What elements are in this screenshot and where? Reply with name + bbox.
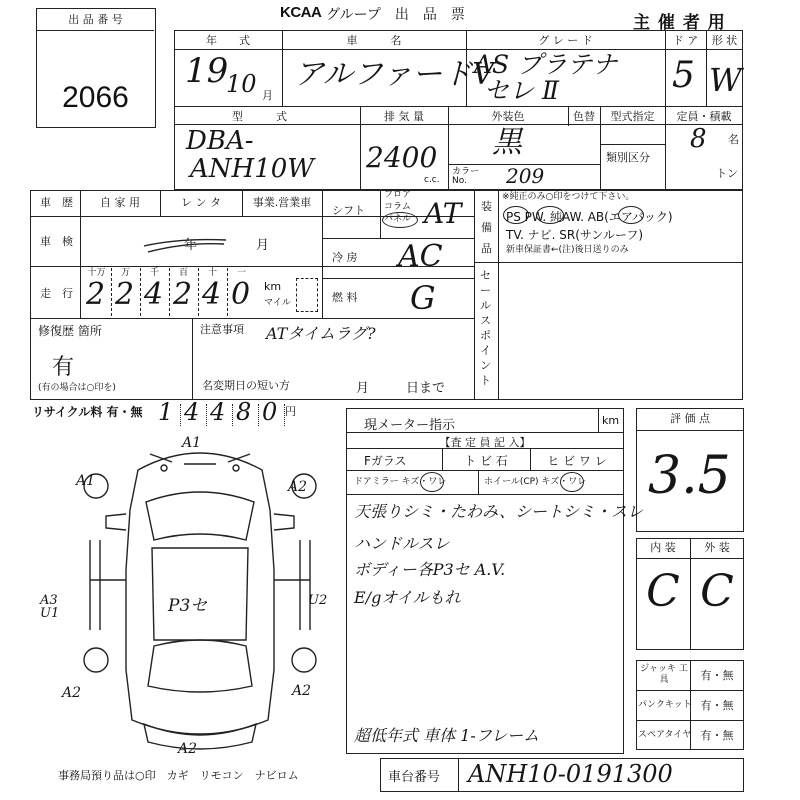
- inspection-note-4: E/gオイルもれ: [354, 588, 461, 607]
- name-label: 車 名: [346, 34, 402, 47]
- exterior-value: C: [700, 566, 734, 617]
- deadline-month: 月: [356, 381, 370, 396]
- spare-option[interactable]: 有・無: [700, 729, 734, 742]
- chassis-label: 車台番号: [388, 770, 441, 785]
- mileage-unit-box: [296, 278, 318, 312]
- inspection-year-unit: 年: [184, 238, 198, 253]
- mileage-unit-label: 百: [178, 268, 188, 278]
- doors-label: ド ア: [672, 34, 699, 47]
- mileage-unit-label: 一: [236, 268, 246, 278]
- jack-label: ジャッキ 工 具: [640, 664, 697, 685]
- recycle-digit-divider: [180, 404, 181, 426]
- mirror-label: ドアミラー キズ・ワレ: [354, 477, 447, 487]
- recycle-digit: 4: [184, 398, 200, 426]
- recycle-digit-divider: [258, 404, 259, 426]
- mile-label: マイル: [264, 298, 291, 308]
- grade-label: グ レ ー ド: [538, 34, 593, 47]
- caution-label: 注意事項: [200, 323, 244, 336]
- shift-value: AT: [424, 197, 462, 230]
- inspection-note-3: ボディー各P3セ A.V.: [354, 560, 506, 579]
- chassis-value: ANH10-0191300: [468, 760, 673, 788]
- mileage-digit-divider: [198, 268, 199, 316]
- color-code-label: カラー No.: [452, 167, 480, 186]
- score-value: 3.5: [648, 446, 731, 506]
- mileage-digit-divider: [111, 268, 112, 316]
- equipment-label: 装 備 品: [481, 200, 492, 255]
- year-value: 19: [185, 51, 229, 91]
- ac-value: AC: [398, 239, 443, 274]
- inspection-bottom-note: 超低年式 車体 1-フレーム: [354, 726, 540, 745]
- mileage-digit-divider: [227, 268, 228, 316]
- deadline-day: 日まで: [406, 381, 446, 396]
- appraiser-header: 【査 定 員 記 入】: [439, 436, 531, 449]
- sales-point-label: セールスポイント: [480, 269, 491, 387]
- shape-value: W: [709, 61, 742, 99]
- score-label: 評 価 点: [670, 412, 710, 425]
- inspection-note-1: 天張りシミ・たわみ、シートシミ・スレ: [354, 502, 643, 521]
- ps-circle: [503, 206, 529, 224]
- mileage-digit: 2: [115, 277, 135, 312]
- jack-option[interactable]: 有・無: [700, 669, 734, 682]
- capacity-unit-1: 名: [728, 133, 739, 146]
- equipment-line-3: 新車保証書←(注)後日送りのみ: [506, 245, 629, 255]
- logo: KCAA: [280, 4, 322, 21]
- diagram-mark-front-left: A1: [76, 473, 96, 489]
- mileage-unit-label: 十万: [87, 268, 106, 278]
- recycle-digit: 0: [262, 398, 278, 426]
- capacity-label: 定員・積載: [676, 110, 732, 123]
- wheel-scratch-circle: [560, 472, 584, 492]
- color-change-label: 色替: [573, 110, 595, 123]
- caution-value: ATタイムラグ?: [266, 324, 376, 343]
- repair-label: 修復歴 箇所: [38, 324, 102, 338]
- equipment-note: ※純正のみ○印をつけて下さい。: [502, 192, 635, 202]
- type-designation-label: 型式指定: [610, 110, 655, 123]
- pw-circle: [536, 206, 564, 224]
- year-label: 年 式: [206, 34, 250, 47]
- mileage-digit-divider: [169, 268, 170, 316]
- equipment-line-2: TV. ナビ. SR(サンルーフ): [506, 228, 644, 242]
- mileage-digit: 4: [144, 277, 164, 312]
- recycle-label: リサイクル料 有・無: [32, 405, 143, 419]
- diagram-mark-rear-left: A2: [62, 685, 82, 701]
- deadline-label: 名変期日の短い方: [202, 379, 290, 392]
- grade-value-1: AS プラテナ: [474, 50, 618, 79]
- diagram-mark-left-side: A3 U1: [40, 593, 60, 621]
- interior-label: 内 装: [650, 541, 676, 554]
- history-option-business[interactable]: 事業.営業車: [252, 196, 312, 209]
- displacement-label: 排 気 量: [384, 110, 424, 123]
- history-option-private[interactable]: 自 家 用: [100, 196, 140, 209]
- recycle-digit: 1: [158, 398, 174, 426]
- month-unit: 月: [262, 89, 273, 102]
- fuel-value: G: [410, 279, 436, 317]
- recycle-digit: 4: [210, 398, 226, 426]
- recycle-digit: 8: [236, 398, 252, 426]
- model-value-2: ANH10W: [190, 154, 315, 184]
- model-value-1: DBA-: [186, 126, 254, 156]
- form-title: グループ 出 品 票: [326, 7, 465, 23]
- office-note: 事務局預り品は○印 カギ リモコン ナビロム: [58, 769, 299, 782]
- mileage-label: 走 行: [40, 287, 73, 300]
- history-option-rental[interactable]: レ ン タ: [181, 196, 221, 209]
- color-code-value: 209: [506, 164, 545, 188]
- classification-label: 類別区分: [606, 151, 650, 164]
- ab-circle: [618, 206, 644, 224]
- doors-value: 5: [672, 55, 695, 96]
- shift-option-column[interactable]: コラム: [384, 202, 411, 212]
- mirror-scratch-circle: [420, 472, 444, 492]
- mileage-digit: 2: [173, 277, 193, 312]
- shape-label: 形 状: [711, 34, 738, 47]
- diagram-mark-top: A1: [182, 435, 202, 451]
- puncture-option[interactable]: 有・無: [700, 699, 734, 712]
- shift-selected-circle: [382, 212, 418, 228]
- inspection-label: 車 検: [40, 235, 73, 248]
- diagram-mark-bottom: A2: [178, 741, 198, 757]
- exterior-label: 外 装: [704, 541, 730, 554]
- mileage-digit-divider: [140, 268, 141, 316]
- repair-note: (有の場合は○印を): [38, 383, 116, 393]
- mileage-digit: 0: [231, 277, 251, 312]
- meter-label: 現メーター指示: [364, 418, 456, 433]
- recycle-digit-divider: [206, 404, 207, 426]
- inspection-month-unit: 月: [256, 238, 270, 253]
- capacity-unit-2: トン: [716, 167, 738, 180]
- mileage-unit-label: 千: [149, 268, 159, 278]
- inspection-cross-out-mark: [140, 228, 230, 258]
- shift-option-floor[interactable]: フロア: [384, 190, 412, 200]
- equipment-line-1: PS PW. 純AW. AB(エアバック): [506, 210, 673, 224]
- glass-option-chip[interactable]: ト ビ 石: [464, 454, 508, 468]
- diagram-mark-right-side: U2: [308, 593, 328, 608]
- displacement-unit: c.c.: [424, 175, 440, 185]
- history-label: 車 歴: [40, 196, 73, 209]
- month-value: 10: [226, 70, 257, 98]
- model-label: 型 式: [232, 110, 287, 123]
- color-value: 黒: [492, 125, 522, 160]
- diagram-mark-rear-right: A2: [292, 683, 312, 699]
- displacement-value: 2400: [366, 141, 438, 174]
- grade-value-2: セレ Ⅱ: [484, 76, 559, 105]
- name-value: アルファードV: [294, 57, 494, 92]
- repair-value: 有: [52, 355, 75, 380]
- mileage-unit-label: 十: [207, 268, 217, 278]
- listing-number-label: 出 品 番 号: [68, 13, 123, 26]
- diagram-mark-front-right: A2: [288, 479, 308, 495]
- glass-label: Fガラス: [364, 454, 407, 468]
- puncture-label: パンクキット: [638, 700, 692, 710]
- ac-label: 冷 房: [332, 251, 358, 264]
- mileage-digit: 2: [86, 277, 106, 312]
- organizer-label: 主 催 者 用: [633, 13, 726, 33]
- shift-label: シフト: [332, 204, 365, 217]
- recycle-digit-divider: [232, 404, 233, 426]
- meter-unit: km: [602, 414, 620, 427]
- shift-option-panel[interactable]: パネル: [384, 214, 412, 224]
- mileage-unit-label: 万: [120, 268, 130, 278]
- spare-label: スペアタイヤ: [638, 730, 692, 740]
- mileage-digit: 4: [202, 277, 222, 312]
- km-label: km: [264, 280, 282, 293]
- listing-number-box: [36, 8, 156, 128]
- diagram-center-label: P3セ: [168, 596, 208, 616]
- recycle-unit: 円: [285, 405, 296, 418]
- wheel-label: ホイール(CP) キズ・ワレ: [484, 477, 587, 487]
- glass-option-crack[interactable]: ヒ ビ ワ レ: [547, 454, 607, 468]
- interior-value: C: [646, 566, 680, 617]
- fuel-label: 燃 料: [332, 291, 358, 304]
- color-label: 外装色: [491, 110, 525, 123]
- capacity-value: 8: [690, 124, 707, 154]
- listing-number: 2066: [62, 81, 129, 114]
- inspection-note-2: ハンドルスレ: [354, 534, 450, 553]
